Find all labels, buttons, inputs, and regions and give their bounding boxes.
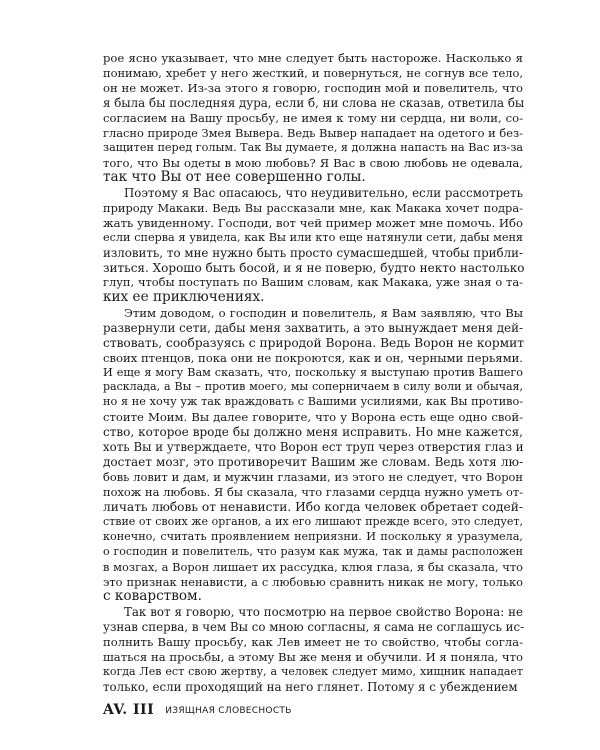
text-line: понимаю, хребет у него жесткий, и повернуться, не согнув все тело, xyxy=(103,65,523,80)
text-line: зиться. Хорошо быть босой, и я не поверю, будто некто настолько xyxy=(103,260,525,275)
text-line: в мозгах, а Ворон лишает их рассудка, клюя глаза, я бы сказала, что xyxy=(103,559,523,574)
text-line: стоите Моим. Вы далее говорите, что у Ворона есть еще одно свой- xyxy=(103,410,523,425)
text-line: гласно природе Змея Вывера. Ведь Вывер нападает на одетого и без- xyxy=(103,125,523,140)
text-line: когда Лев ест свою жертву, а человек следует мимо, хищник нападает xyxy=(103,664,523,678)
text-line: расклада, а Вы – против моего, мы соперничаем в силу воли и обычая, xyxy=(103,380,523,394)
text-line: Этим доводом, о господин и повелитель, я Вам заявляю, что Вы xyxy=(124,305,523,320)
text-line: он не может. Из-за этого я говорю, господин мой и повелитель, что xyxy=(103,80,523,95)
text-line: с коварством. xyxy=(103,588,202,605)
text-line: хоть Вы и утверждаете, что Ворон ест труп через отверстия глаз и xyxy=(103,440,524,455)
text-line: достает мозг, это противоречит Вашим же словам. Ведь хотя лю- xyxy=(103,455,523,470)
text-line: ство, которое вроде бы должно меня исправить. Но мне кажется, xyxy=(103,425,523,440)
text-line: шаться на просьбы, а этому Вы же меня и обучили. И я поняла, что xyxy=(103,649,523,664)
text-line: защитен перед голым. Так Вы думаете, я должна напасть на Вас из-за xyxy=(103,140,524,154)
text-line: похож на любовь. Я бы сказала, что глазами сердца нужно уметь от- xyxy=(103,484,523,499)
text-line: но я не хочу уж так враждовать с Вашими усилиями, как Вы противо- xyxy=(103,395,523,409)
running-title: ИЗЯЩНАЯ СЛОВЕСНОСТЬ xyxy=(165,706,292,716)
text-line: И еще я могу Вам сказать, что, поскольку я выступаю против Вашего xyxy=(103,365,523,379)
text-line: бовь ловит и дам, и мужчин глазами, из этого не следует, что Ворон xyxy=(103,470,523,485)
text-line: так что Вы от нее совершенно голы. xyxy=(103,169,366,186)
text-line: изловить, то мне нужно быть просто сумасшедшей, чтобы прибли- xyxy=(103,245,523,260)
text-line: того, что Вы одеты в мою любовь? Я Вас в свою любовь не одевала, xyxy=(103,155,523,170)
text-line: ствовать, сообразуясь с природой Ворона. Ведь Ворон не кормит xyxy=(103,335,524,350)
text-line: Так вот я говорю, что посмотрю на первое свойство Ворона: не xyxy=(124,604,523,619)
text-line: ких ее приключениях. xyxy=(103,289,265,306)
text-line: согласием на Вашу просьбу, не имея к тому ни сердца, ни воли, со- xyxy=(103,110,523,125)
text-line: это признак ненависти, а с любовью сравнить никак не могу, только xyxy=(103,574,523,589)
text-line: своих птенцов, пока они не покроются, как и он, черными перьями. xyxy=(103,350,523,365)
page-footer xyxy=(103,699,292,719)
text-line: жать увиденному. Господи, вот чей пример может мне помочь. Ибо xyxy=(103,215,523,230)
text-line: конечно, считать проявлением неприязни. И поскольку я уразумела, xyxy=(103,529,523,543)
text-line: если сперва я увидела, как Вы или кто еще натянули сети, дабы меня xyxy=(103,230,523,244)
text-line: рое ясно указывает, что мне следует быть настороже. Насколько я xyxy=(103,51,523,65)
text-line: о господин и повелитель, что разум как мужа, так и дамы расположен xyxy=(103,544,523,558)
text-line: ствие от своих же органов, а их его лишают прежде всего, это следует, xyxy=(103,514,523,528)
text-line: узнав сперва, в чем Вы со мною согласны, я сама не соглашусь ис- xyxy=(103,619,525,634)
text-line: глуп, чтобы поступать по Вашим словам, как Макака, уже зная о та- xyxy=(103,275,523,290)
text-line: природу Макаки. Ведь Вы рассказали мне, как Макака хочет подра- xyxy=(103,200,523,215)
text-line: я была бы последняя дура, если б, ни слова не сказав, ответила бы xyxy=(103,95,525,110)
text-line: личать любовь от ненависти. Ибо когда человек обретает содей- xyxy=(103,499,523,514)
text-line: только, если проходящий на него глянет. Потому я с убеждением xyxy=(103,679,518,694)
text-line: Поэтому я Вас опасаюсь, что неудивительно, если рассмотреть xyxy=(124,185,523,200)
text-line: полнить Вашу просьбу, как Лев имеет не то свойство, чтобы согла- xyxy=(103,634,523,649)
page-folio: AV. III xyxy=(103,702,155,718)
text-line: развернули сети, дабы меня захватить, а это вынуждает меня дей- xyxy=(103,320,523,335)
